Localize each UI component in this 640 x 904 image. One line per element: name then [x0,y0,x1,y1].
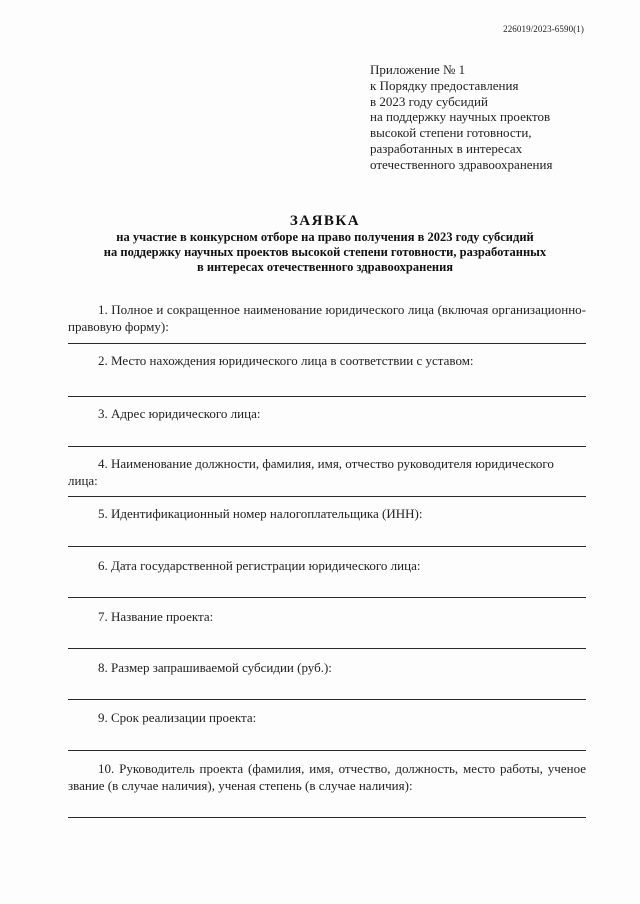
field-project-name [68,608,586,625]
field-label: 10. Руководитель проекта (фамилия, имя, отчество, должность, место работы, ученое звание (в случае наличия), ученая степень (в случае наличия): [68,761,586,793]
appendix-line: разработанных в интересах [370,140,523,156]
field-subsidy-amount [68,659,586,676]
appendix-line: в 2023 году субсидий [370,93,488,109]
field-location [68,352,586,369]
field-head-of-entity-line[interactable] [68,496,586,497]
field-full-name-line[interactable] [68,343,586,344]
field-label: 7. Название проекта: [98,609,214,624]
field-address [68,405,586,422]
field-label: 3. Адрес юридического лица: [98,406,261,421]
document-number: 226019/2023-6590(1) [503,24,584,34]
field-project-name-line[interactable] [68,648,586,649]
appendix-line: Приложение № 1 [370,62,466,77]
field-label: 4. Наименование должности, фамилия, имя, отчество руководителя юридического лица: [68,456,554,488]
document-title: ЗАЯВКА [289,213,361,229]
field-registration-date-line[interactable] [68,597,586,598]
appendix-line: к Порядку предоставления [370,77,519,93]
appendix-note [370,62,610,173]
appendix-line: отечественного здравоохранения [370,156,553,172]
field-full-name [68,301,586,335]
field-subsidy-amount-line[interactable] [68,699,586,700]
appendix-line: высокой степени готовности, [370,125,532,141]
field-label: 9. Срок реализации проекта: [98,710,257,725]
field-label: 6. Дата государственной регистрации юридического лица: [98,558,421,573]
document-subtitle-line: на участие в конкурсном отборе на право получения в 2023 году субсидий [116,230,534,244]
field-address-line[interactable] [68,446,586,447]
field-inn [68,505,586,522]
field-label: 1. Полное и сокращенное наименование юридического лица (включая организационно-правовую форму): [68,302,586,334]
field-label: 2. Место нахождения юридического лица в соответствии с уставом: [98,353,474,368]
field-location-line[interactable] [68,396,586,397]
field-inn-line[interactable] [68,546,586,547]
appendix-line: на поддержку научных проектов [370,109,551,125]
field-label: 5. Идентификационный номер налогоплательщика (ИНН): [98,506,423,521]
field-project-lead [68,760,586,794]
field-project-term [68,709,586,726]
field-project-term-line[interactable] [68,750,586,751]
document-subtitle-line: в интересах отечественного здравоохранения [196,260,454,274]
field-label: 8. Размер запрашиваемой субсидии (руб.): [98,660,332,675]
document-subtitle-line: на поддержку научных проектов высокой степени готовности, разработанных [103,245,547,259]
application-title-block [60,212,590,275]
field-project-lead-line[interactable] [68,817,586,818]
field-registration-date [68,557,586,574]
field-head-of-entity [68,455,586,489]
